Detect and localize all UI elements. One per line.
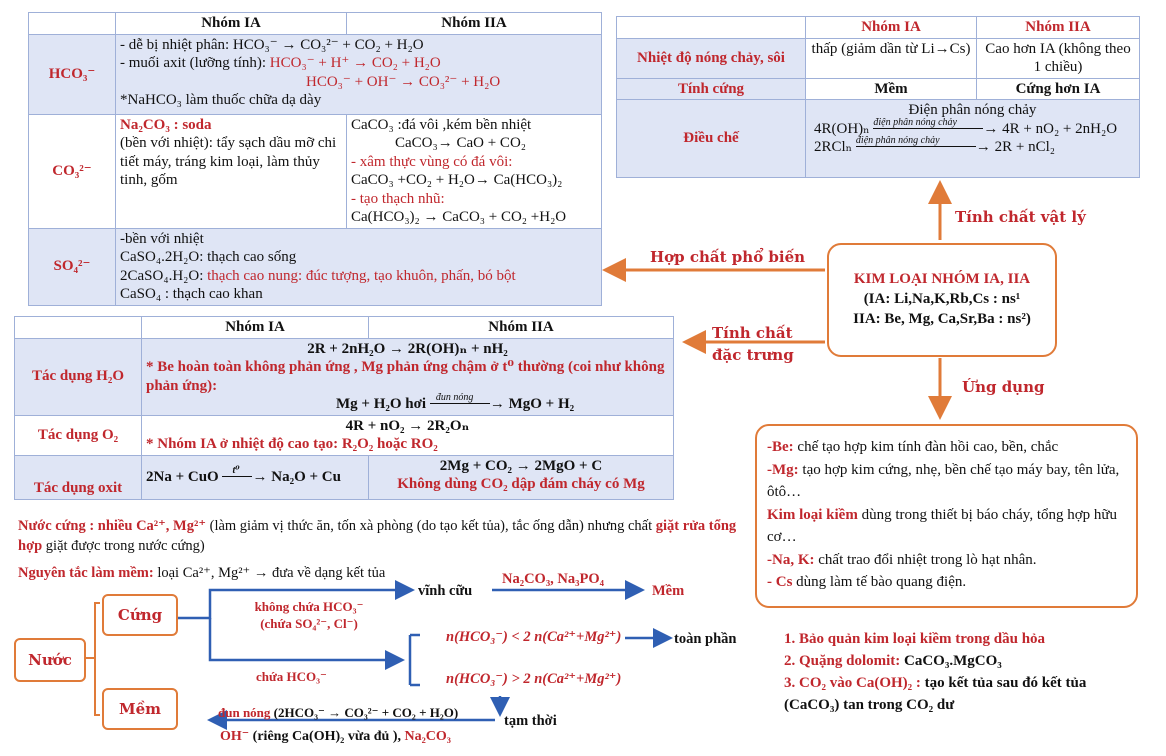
notes: 1. Bảo quản kim loại kiềm trong dầu hỏa 2. Quặng dolomit: CaCO₃.MgCO₃ 3. CO₂ vào Ca(OH)₂ : tạo kết tủa sau đó kết tủa (CaCO₃) tan trong CO₂ dư (784, 631, 1087, 713)
chemical-table (14, 316, 674, 500)
t1-header-ia: Nhóm IA (116, 13, 347, 35)
t3-header-ia: Nhóm IA (142, 317, 369, 339)
t2-header-iia: Nhóm IIA (977, 17, 1140, 39)
t3-header-iia: Nhóm IIA (369, 317, 674, 339)
applications-box: -Be: chế tạo hợp kim tính đàn hồi cao, bền, chắc -Mg: tạo hợp kim cứng, nhẹ, bền chế tạo máy bay, tên lửa, ôtô… Kim loại kiềm dùng trong thiết bị báo cháy, tổng hợp hữu cơ… -Na, K: chất trao đổi nhiệt trong lò hạt nhân. - Cs dùng làm tế bào quang điện. (755, 424, 1138, 608)
row-so4-label: SO₄²⁻ (29, 228, 116, 305)
no-hco3-label: không chứa HCO₃⁻ (chứa SO₄²⁻, Cl⁻) (254, 599, 364, 631)
t3-oxide-iia: 2Mg + CO₂ → 2MgO + C Không dùng CO₂ dập đám cháy có Mg (369, 455, 674, 499)
softening-text: Nguyên tắc làm mềm: loại Ca²⁺, Mg²⁺ → đưa về dạng kết tủa (18, 565, 386, 581)
t2-hardness-label: Tính cứng (617, 78, 806, 100)
inequality-2: n(HCO₃⁻) > 2 n(Ca²⁺+Mg²⁺) (446, 671, 622, 687)
brace-water (95, 603, 100, 715)
t2-melting-label: Nhiệt độ nóng chảy, sôi (617, 38, 806, 78)
row-co3-iia: CaCO₃ :đá vôi ,kém bền nhiệt CaCO₃→ CaO + CO₂ - xâm thực vùng có đá vôi: CaCO₃ +CO₂ + H₂O→ Ca(HCO₃)₂ - tạo thạch nhũ: Ca(HCO₃)₂ → CaCO₃ + CO₂ +H₂O (347, 114, 602, 228)
boil-text: đun nóng (2HCO₃⁻ → CO₃²⁻ + CO₂ + H₂O) (218, 705, 459, 720)
inequality-1: n(HCO₃⁻) < 2 n(Ca²⁺+Mg²⁺) (446, 629, 622, 645)
compounds-table (28, 12, 602, 306)
t2-hardness-iia: Cứng hơn IA (977, 78, 1140, 100)
toan-phan: toàn phần (674, 631, 737, 647)
row-co3-ia: Na₂CO₃ : soda (bền với nhiệt): tẩy sạch dầu mỡ chi tiết máy, tráng kim loại, làm thủy tinh, gốm (116, 114, 347, 228)
t2-header-ia: Nhóm IA (806, 17, 977, 39)
t3-water-label: Tác dụng H₂O (15, 338, 142, 415)
t3-oxygen-label: Tác dụng O₂ (15, 415, 142, 455)
center-box (827, 243, 1057, 357)
na2co3-reagents: Na₂CO₃, Na₃PO₄ (502, 571, 604, 587)
label-chem-1: Tính chất (712, 324, 793, 342)
t3-water-content: 2R + 2nH₂O → 2R(OH)ₙ + nH₂ * Be hoàn toàn không phản ứng , Mg phản ứng chậm ở t⁰ thường (coi như không phản ứng): Mg + H₂O hơi đun nóng → MgO + H₂ (142, 338, 674, 415)
center-line-2: IIA: Be, Mg, Ca,Sr,Ba : ns²) (853, 311, 1031, 327)
label-apps: Ứng dụng (962, 378, 1045, 396)
vinh-cuu: vĩnh cữu (418, 583, 473, 599)
t2-melting-ia: thấp (giảm dần từ Li→Cs) (806, 38, 977, 78)
physical-table (616, 16, 1140, 178)
oh-text: OH⁻ (riêng Ca(OH)₂ vừa đủ ), Na₂CO₃ (220, 729, 451, 744)
t2-prep-content: Điện phân nóng chảy 4R(OH)ₙ điện phân nóng chảy → 4R + nO₂ + 2nH₂O 2RClₙ điện phân nóng chảy → 2R + nCl₂ (806, 100, 1140, 178)
t3-oxide-label: Tác dụng oxit (15, 455, 142, 499)
row-co3-label: CO₃²⁻ (29, 114, 116, 228)
chua-hco3-label: chứa HCO₃⁻ (256, 669, 327, 684)
mem-result: Mềm (652, 583, 685, 599)
label-physical: Tính chất vật lý (955, 208, 1086, 226)
t3-oxygen-content: 4R + nO₂ → 2R₂Oₙ * Nhóm IA ở nhiệt độ cao tạo: R₂O₂ hoặc RO₂ (142, 415, 674, 455)
t2-hardness-ia: Mềm (806, 78, 977, 100)
t2-prep-label: Điều chế (617, 100, 806, 178)
label-chem-2: đặc trưng (712, 346, 794, 364)
tam-thoi: tạm thời (504, 713, 557, 729)
box-nuoc: Nước (14, 638, 86, 682)
t3-oxide-ia: 2Na + CuO t⁰ → Na₂O + Cu (142, 455, 369, 499)
row-hco3-label: HCO₃⁻ (29, 34, 116, 114)
t1-header-iia: Nhóm IIA (347, 13, 602, 35)
row-hco3-content: - dễ bị nhiệt phân: HCO₃⁻ → CO₃²⁻ + CO₂ + H₂O - muối axit (lưỡng tính): HCO₃⁻ + H⁺ → CO₂ + H₂O HCO₃⁻ + OH⁻ → CO₃²⁻ + H₂O *NaHCO₃ làm thuốc chữa dạ dày (116, 34, 602, 114)
hard-water-text: Nước cứng : nhiều Ca²⁺, Mg²⁺ (làm giảm vị thức ăn, tốn xà phòng (do tạo kết tủa), tắc ống dẫn) nhưng chất giặt rửa tổng hợp giặt được trong nước cứng) (18, 518, 737, 554)
t2-melting-iia: Cao hơn IA (không theo 1 chiều) (977, 38, 1140, 78)
label-compounds: Hợp chất phổ biến (650, 248, 806, 266)
row-so4-content: -bền với nhiệt CaSO₄.2H₂O: thạch cao sống 2CaSO₄.H₂O: thạch cao nung: đúc tượng, tạo khuôn, phấn, bó bột CaSO₄ : thạch cao khan (116, 228, 602, 305)
center-title: KIM LOẠI NHÓM IA, IIA (853, 271, 1031, 287)
box-cung: Cứng (102, 594, 178, 636)
center-line-1: (IA: Li,Na,K,Rb,Cs : ns¹ (863, 291, 1021, 307)
box-mem: Mềm (102, 688, 178, 730)
